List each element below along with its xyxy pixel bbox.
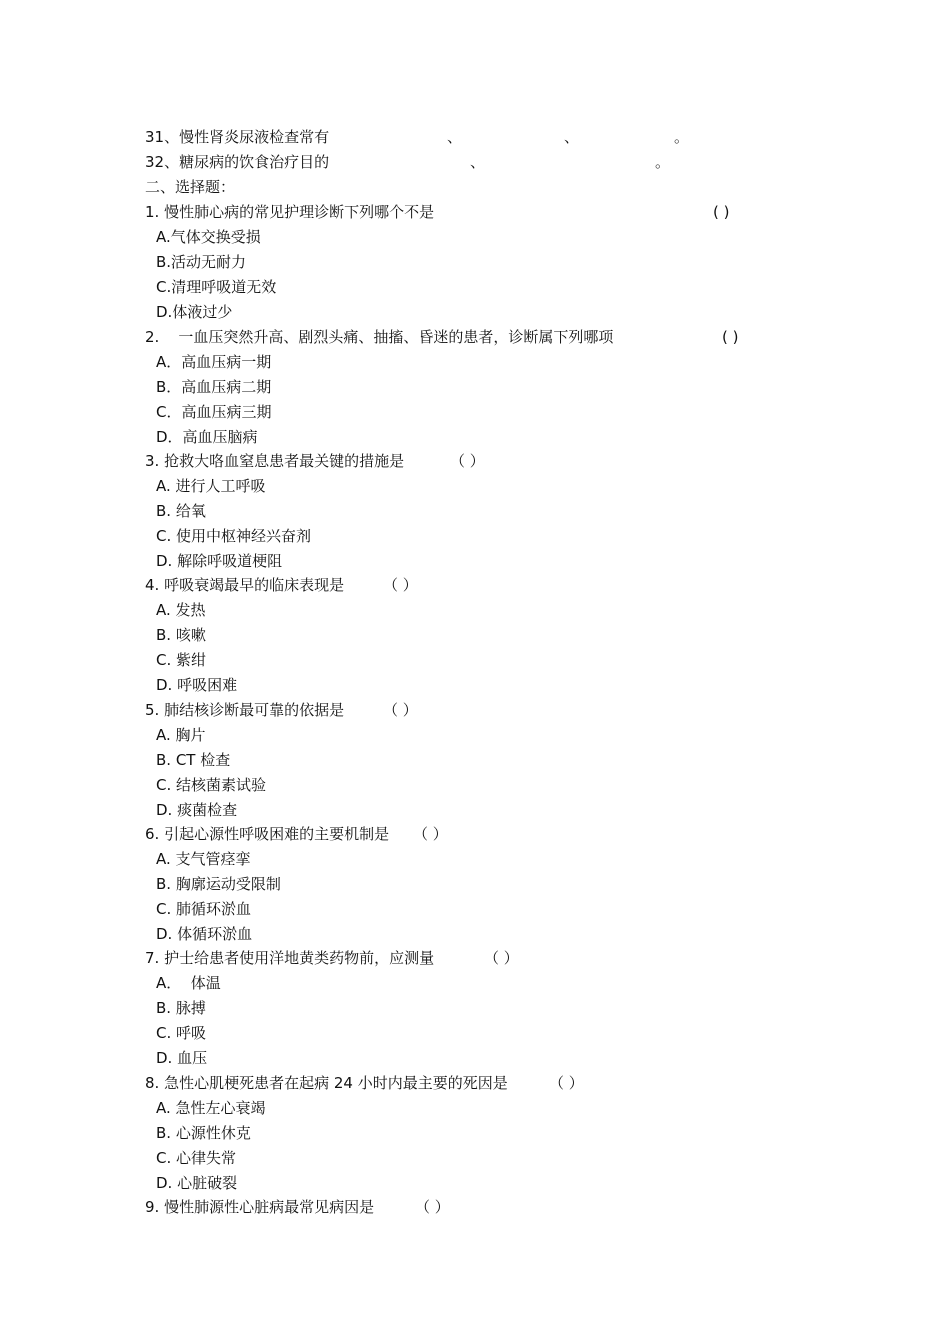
question-stem: 4. 呼吸衰竭最早的临床表现是	[145, 576, 345, 594]
answer-paren: （ ）	[484, 949, 519, 967]
answer-paren: （ ）	[450, 452, 485, 470]
option: C.清理呼吸道无效	[156, 278, 277, 296]
blank-separator: 、	[470, 153, 486, 171]
question-stem: 7. 护士给患者使用洋地黄类药物前，应测量	[145, 949, 435, 967]
question-stem: 8. 急性心肌梗死患者在起病 24 小时内最主要的死因是	[145, 1074, 508, 1092]
option: C. 紫绀	[156, 651, 207, 669]
option: B.活动无耐力	[156, 253, 247, 271]
option: D. 体循环淤血	[156, 925, 253, 943]
option: B. CT 检查	[156, 751, 231, 769]
option: A. 进行人工呼吸	[156, 477, 266, 495]
option: D.体液过少	[156, 303, 233, 321]
section-title: 二、选择题：	[145, 178, 236, 196]
option: D. 痰菌检查	[156, 801, 238, 819]
option: A．高血压病一期	[156, 353, 272, 371]
answer-paren: （ ）	[413, 825, 448, 843]
question-stem: 3. 抢救大咯血窒息患者最关键的措施是	[145, 452, 405, 470]
answer-paren: （ ）	[549, 1074, 584, 1092]
option: D. 心脏破裂	[156, 1174, 238, 1192]
answer-paren: （ ）	[383, 576, 418, 594]
answer-paren: ( )	[722, 328, 739, 346]
question-stem: 9. 慢性肺源性心脏病最常见病因是	[145, 1198, 375, 1216]
answer-paren: ( )	[713, 203, 730, 221]
option: D. 呼吸困难	[156, 676, 238, 694]
option: B. 心源性休克	[156, 1124, 251, 1142]
answer-paren: （ ）	[383, 701, 418, 719]
option: C. 呼吸	[156, 1024, 207, 1042]
option: A． 体温	[156, 974, 221, 992]
option: B. 脉搏	[156, 999, 206, 1017]
option: C. 心律失常	[156, 1149, 237, 1167]
option: B．高血压病二期	[156, 378, 272, 396]
blank-separator: 。	[655, 153, 671, 171]
option: C. 结核菌素试验	[156, 776, 267, 794]
option: A. 发热	[156, 601, 206, 619]
option: B. 胸廓运动受限制	[156, 875, 281, 893]
blank-separator: 。	[674, 128, 690, 146]
option: D. 血压	[156, 1049, 208, 1067]
option: C．高血压病三期	[156, 403, 272, 421]
option: D．高血压脑病	[156, 428, 258, 446]
answer-paren: （ ）	[415, 1198, 450, 1216]
option: A. 急性左心衰竭	[156, 1099, 266, 1117]
option: A.气体交换受损	[156, 228, 261, 246]
option: A. 支气管痉挛	[156, 850, 251, 868]
question-stem: 2. 一血压突然升高、剧烈头痛、抽搐、昏迷的患者，诊断属下列哪项	[145, 328, 614, 346]
question-stem: 1. 慢性肺心病的常见护理诊断下列哪个不是	[145, 203, 435, 221]
option: D. 解除呼吸道梗阻	[156, 552, 283, 570]
option: A. 胸片	[156, 726, 206, 744]
option: B. 咳嗽	[156, 626, 206, 644]
question-stem: 5. 肺结核诊断最可靠的依据是	[145, 701, 345, 719]
question-stem: 6. 引起心源性呼吸困难的主要机制是	[145, 825, 390, 843]
option: C. 使用中枢神经兴奋剂	[156, 527, 312, 545]
option: C. 肺循环淤血	[156, 900, 252, 918]
fill-in-31: 31、慢性肾炎尿液检查常有	[145, 128, 330, 146]
blank-separator: 、	[447, 128, 463, 146]
option: B. 给氧	[156, 502, 206, 520]
blank-separator: 、	[564, 128, 580, 146]
fill-in-32: 32、糖尿病的饮食治疗目的	[145, 153, 330, 171]
